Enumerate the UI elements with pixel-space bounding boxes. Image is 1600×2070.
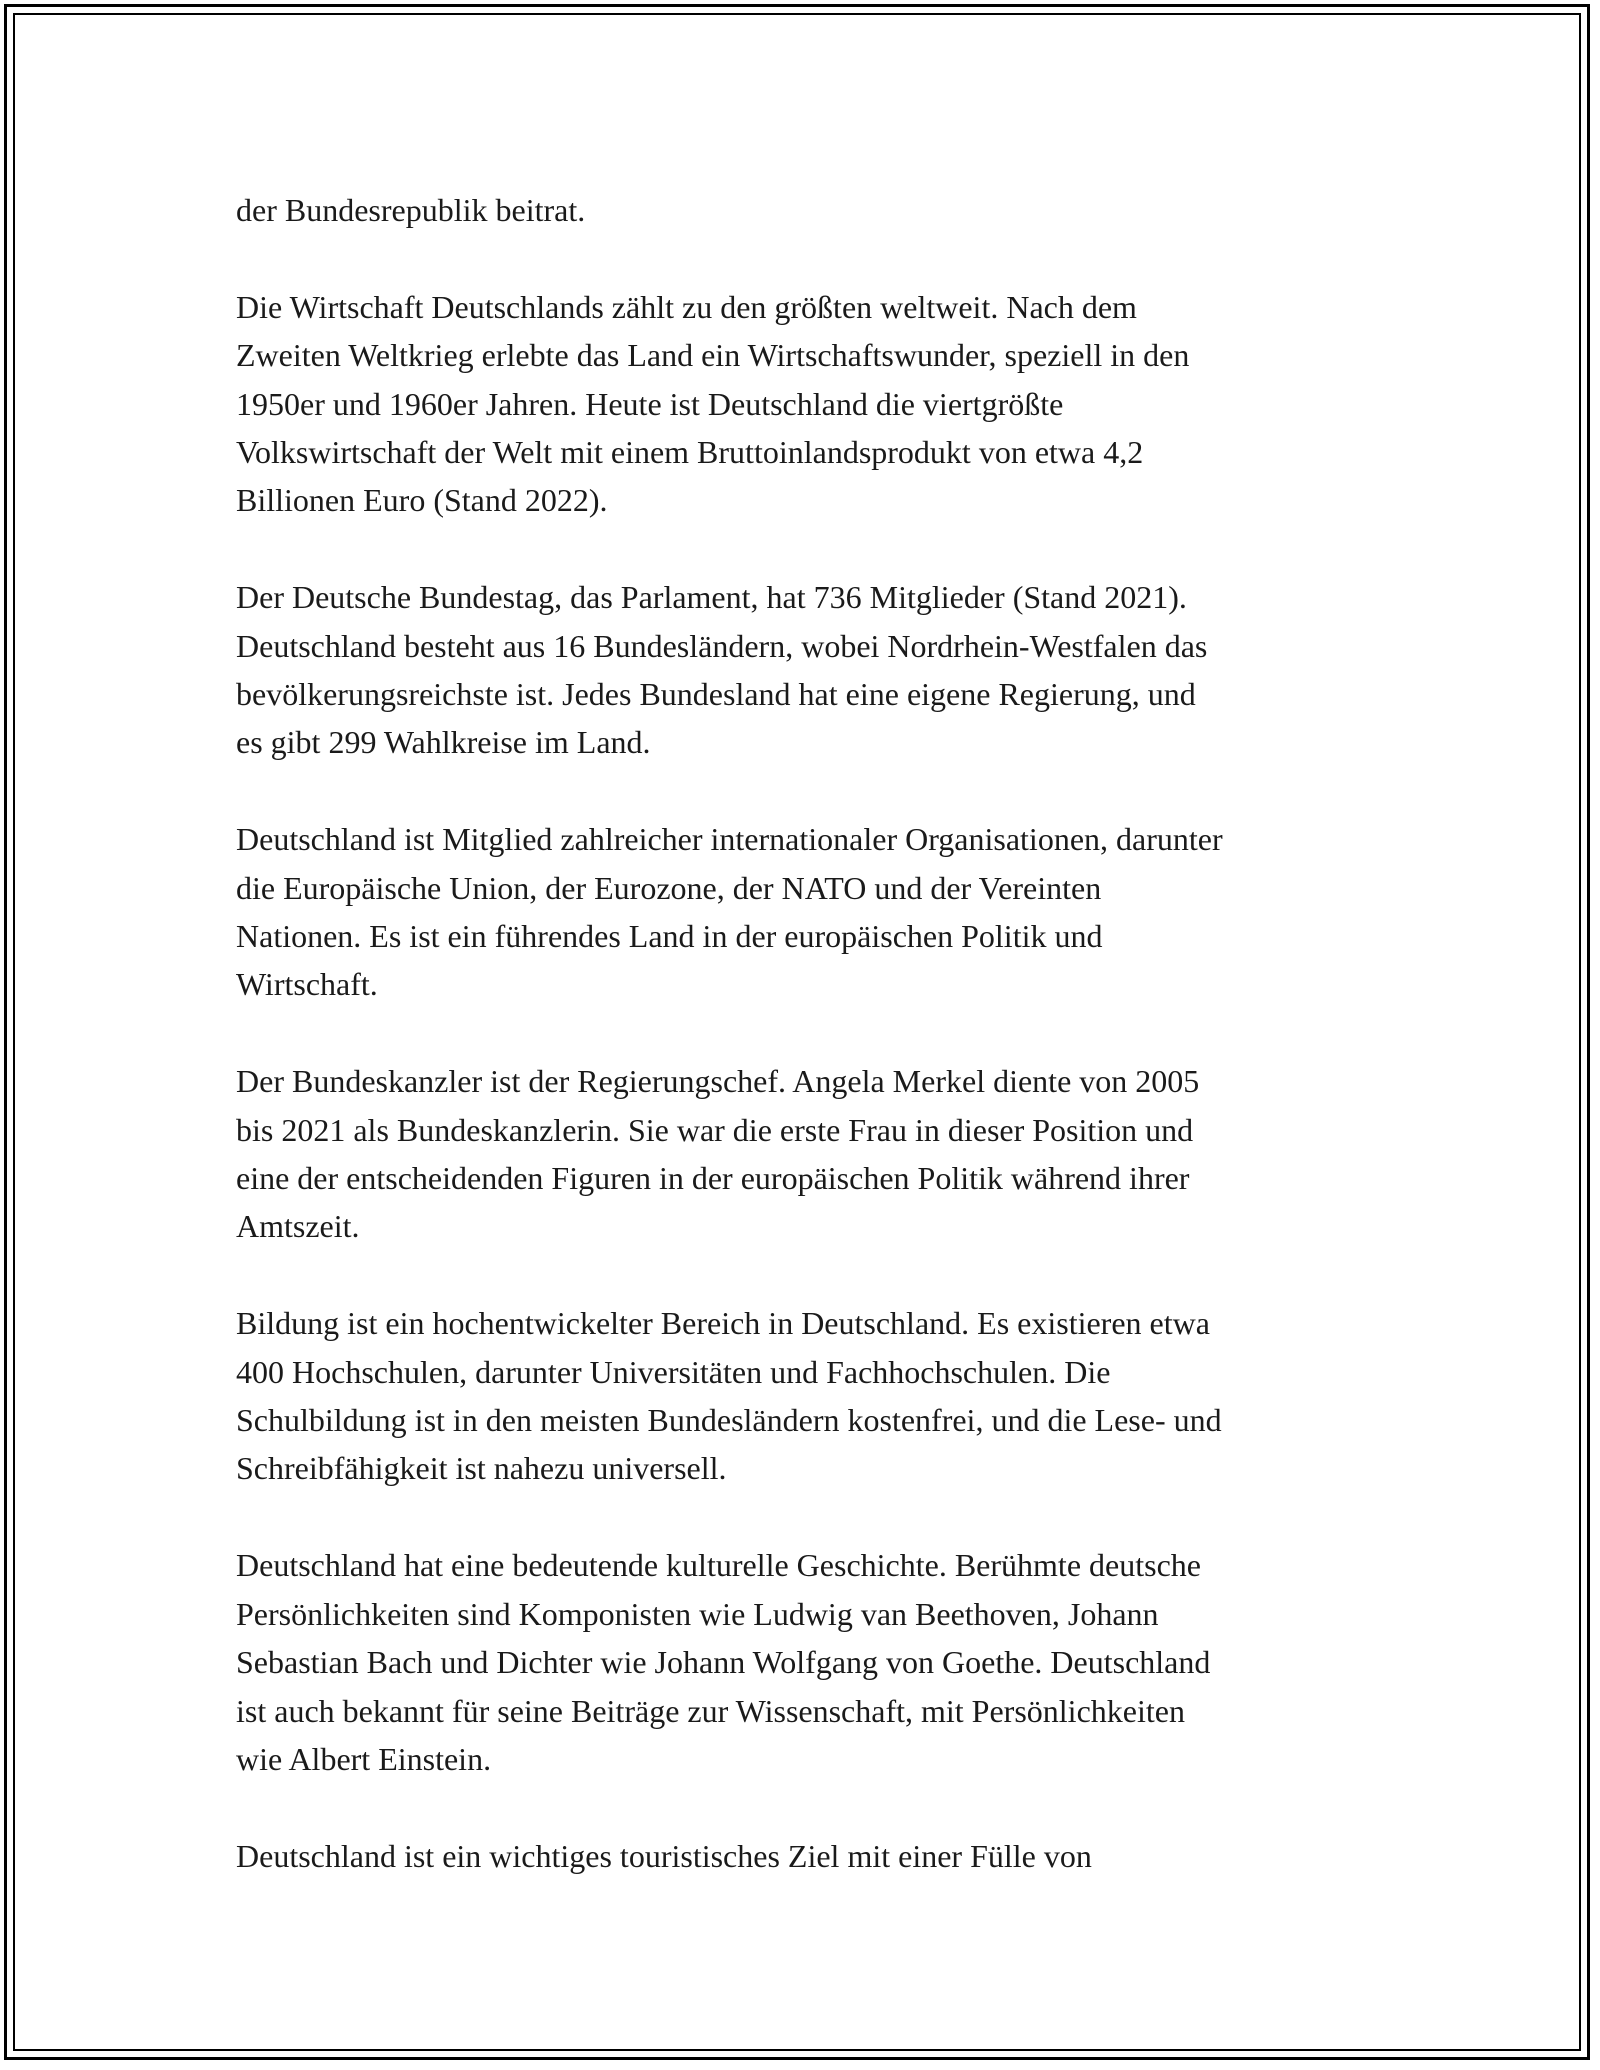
document-body — [236, 186, 1396, 1880]
paragraph-1: der Bundesrepublik beitrat. — [236, 192, 586, 228]
paragraph-3: Der Deutsche Bundestag, das Parlament, hat 736 Mitglieder (Stand 2021). Deutschland besteht aus 16 Bundesländern, wobei Nordrhein-Westfalen das bevölkerungsreichste ist. Jedes Bundesland hat eine eigene Regierung, und es gibt 299 Wahlkreise im Land. — [236, 579, 1208, 761]
paragraph-8: Deutschland ist ein wichtiges touristisches Ziel mit einer Fülle von — [236, 1837, 1092, 1874]
paragraph-4: Deutschland ist Mitglied zahlreicher internationaler Organisationen, darunter die Europäische Union, der Eurozone, der NATO und der Vereinten Nationen. Es ist ein führendes Land in der europäischen Politik und Wirtschaft. — [236, 821, 1223, 1003]
paragraph-7: Deutschland hat eine bedeutende kulturelle Geschichte. Berühmte deutsche Persönlichkeiten sind Komponisten wie Ludwig van Beethoven, Johann Sebastian Bach und Dichter wie Johann Wolfgang von Goethe. Deutschland ist auch bekannt für seine Beiträge zur Wissenschaft, mit Persönlichkeiten wie Albert Einstein. — [236, 1547, 1211, 1777]
paragraph-5: Der Bundeskanzler ist der Regierungschef. Angela Merkel diente von 2005 bis 2021 als Bundeskanzlerin. Sie war die erste Frau in dieser Position und eine der entscheidenden Figuren in der europäischen Politik während ihrer Amtszeit. — [236, 1063, 1200, 1245]
paragraph-6: Bildung ist ein hochentwickelter Bereich in Deutschland. Es existieren etwa 400 Hochschulen, darunter Universitäten und Fachhochschulen. Die Schulbildung ist in den meisten Bundesländern kostenfrei, und die Lese- und Schreibfähigkeit ist nahezu universell. — [236, 1305, 1222, 1487]
paragraph-2: Die Wirtschaft Deutschlands zählt zu den größten weltweit. Nach dem Zweiten Weltkrieg erlebte das Land ein Wirtschaftswunder, speziell in den 1950er und 1960er Jahren. Heute ist Deutschland die viertgrößte Volkswirtschaft der Welt mit einem Bruttoinlandsprodukt von etwa 4,2 Billionen Euro (Stand 2022). — [236, 288, 1190, 519]
